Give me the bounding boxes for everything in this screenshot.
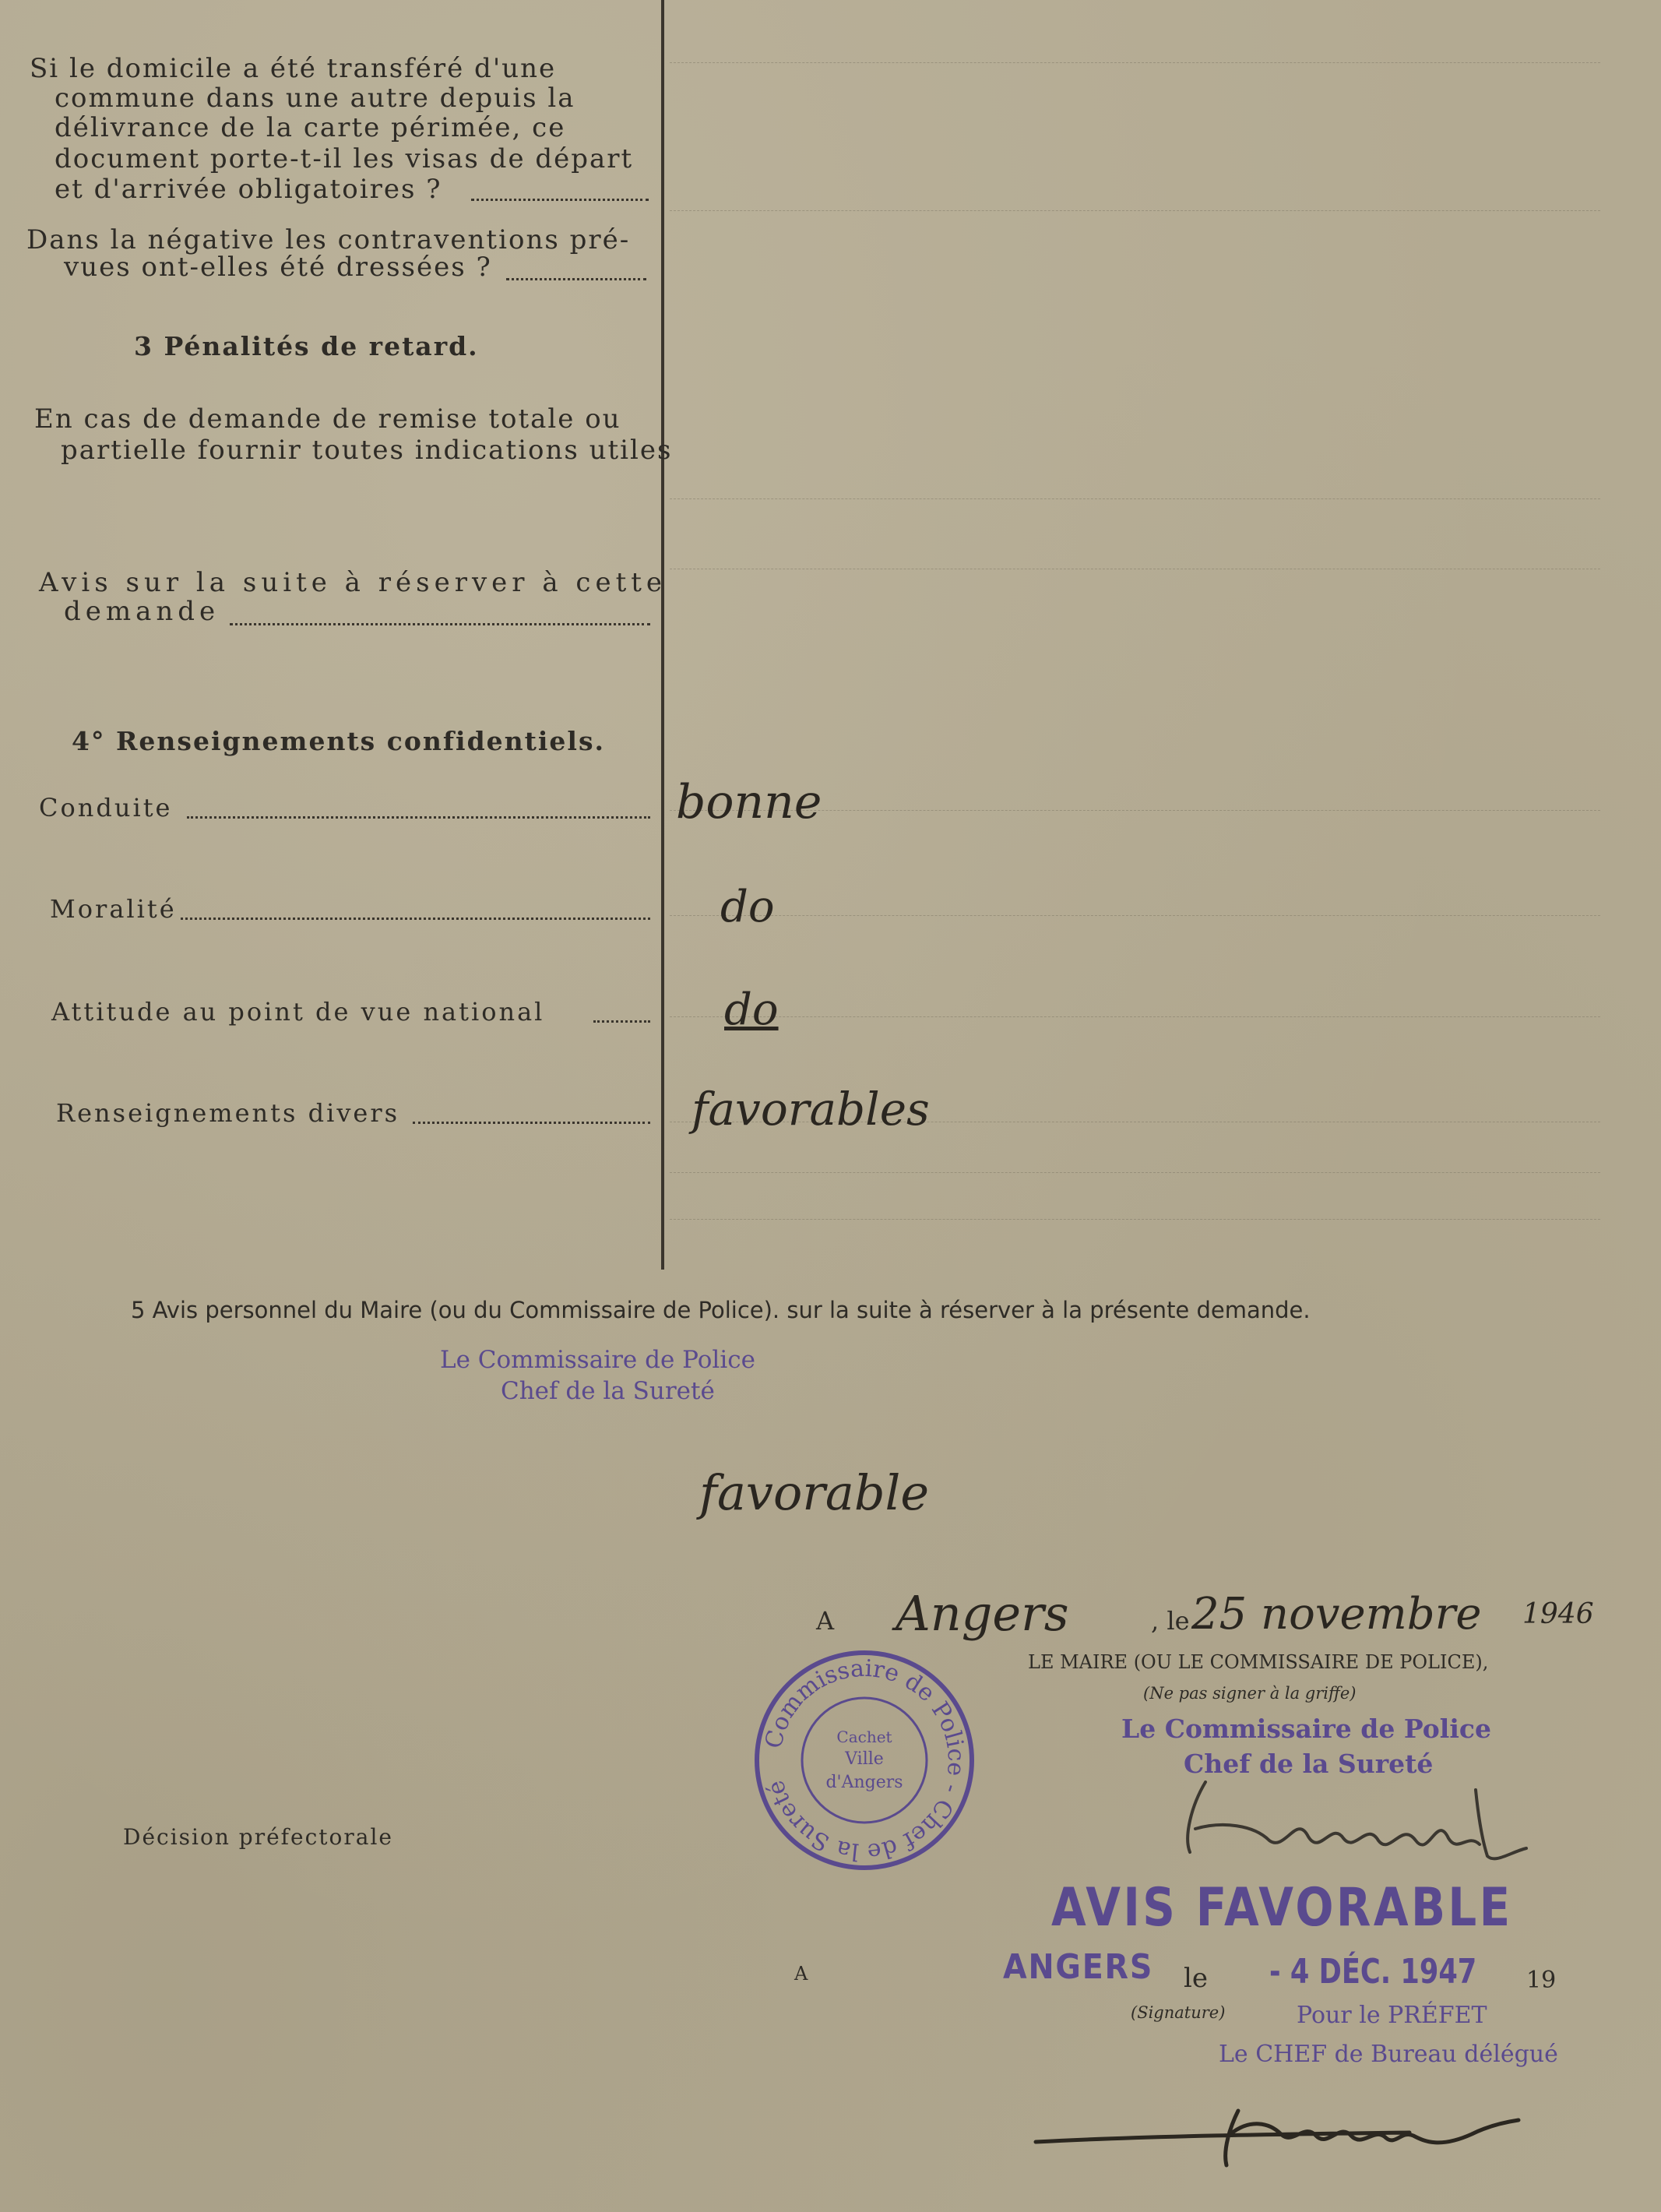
- ruled-line: [670, 1016, 1600, 1017]
- date-prefix: le: [1184, 1963, 1208, 1994]
- section-heading: 3 Pénalités de retard.: [134, 331, 479, 361]
- dotted-leader: [471, 199, 649, 201]
- signature-note: (Ne pas signer à la griffe): [1143, 1684, 1357, 1703]
- dotted-leader: [506, 278, 646, 280]
- dotted-leader: [413, 1122, 650, 1124]
- purple-stamp-text: Chef de la Sureté: [1184, 1749, 1434, 1779]
- section-heading: 4° Renseignements confidentiels.: [72, 726, 606, 756]
- round-stamp-inner-text: d'Angers: [825, 1773, 903, 1792]
- city-stamp: ANGERS: [1003, 1947, 1154, 1987]
- decision-label: Décision préfectorale: [123, 1824, 393, 1850]
- purple-stamp-text: Chef de la Sureté: [501, 1377, 715, 1405]
- handwritten-date: 25 novembre: [1191, 1589, 1482, 1640]
- ruled-line: [670, 62, 1600, 63]
- round-stamp-ring-text: Commissaire de Police - Chef de la Sureté: [759, 1654, 970, 1866]
- dotted-leader: [593, 1020, 650, 1023]
- purple-stamp-text: Pour le PRÉFET: [1297, 2002, 1487, 2029]
- question-line: En cas de demande de remise totale ou: [34, 403, 621, 435]
- question-line: et d'arrivée obligatoires ?: [55, 174, 442, 205]
- dotted-leader: [187, 816, 650, 819]
- round-stamp-inner-text: Ville: [845, 1749, 884, 1769]
- commissaire-signature: [1168, 1766, 1557, 1876]
- question-line: document porte-t-il les visas de départ: [55, 143, 634, 174]
- ruled-line: [670, 1219, 1600, 1220]
- question-line: délivrance de la carte périmée, ce: [55, 112, 566, 143]
- handwritten-answer: do: [720, 882, 775, 932]
- round-official-stamp: [751, 1647, 977, 1873]
- ruled-line: [670, 210, 1600, 211]
- handwritten-answer: bonne: [676, 775, 822, 830]
- question-line: Si le domicile a été transféré d'une: [30, 53, 557, 84]
- year-suffix: 19: [1526, 1967, 1557, 1994]
- prefect-signature: [1036, 2080, 1534, 2181]
- field-label: Attitude au point de vue national: [51, 997, 545, 1027]
- dotted-leader: [230, 623, 650, 625]
- round-stamp-inner-text: Cachet: [836, 1728, 892, 1746]
- ruled-line: [670, 498, 1600, 499]
- ruled-line: [670, 1172, 1600, 1173]
- ruled-line: [670, 915, 1600, 916]
- signature-caption: LE MAIRE (OU LE COMMISSAIRE DE POLICE),: [1028, 1651, 1489, 1673]
- purple-stamp-text: Le Commissaire de Police: [1121, 1714, 1491, 1744]
- handwritten-answer: do: [724, 984, 779, 1035]
- date-stamp: - 4 DÉC. 1947: [1269, 1952, 1477, 1992]
- handwritten-year: 1946: [1522, 1598, 1594, 1630]
- question-line: Dans la négative les contraventions pré-: [26, 224, 631, 255]
- handwritten-place: Angers: [896, 1585, 1069, 1642]
- purple-stamp-text: Le CHEF de Bureau délégué: [1219, 2041, 1558, 2068]
- question-line: partielle fournir toutes indications utiles: [61, 435, 673, 466]
- handwritten-opinion: favorable: [699, 1464, 930, 1521]
- dotted-leader: [181, 918, 650, 920]
- mark: A: [794, 1963, 808, 1985]
- date-prefix: , le: [1151, 1606, 1190, 1636]
- place-prefix: A: [816, 1606, 835, 1636]
- section-heading: 5 Avis personnel du Maire (ou du Commissaire de Police). sur la suite à réserver à la présente demande.: [131, 1297, 1311, 1323]
- column-divider: [661, 0, 664, 1270]
- question-line: vues ont-elles été dressées ?: [64, 252, 492, 283]
- question-line: Avis sur la suite à réserver à cette: [39, 567, 667, 598]
- question-line: commune dans une autre depuis la: [55, 83, 575, 114]
- field-label: Moralité: [50, 894, 177, 924]
- signature-note: (Signature): [1131, 2003, 1226, 2022]
- field-label: Conduite: [39, 793, 173, 822]
- field-label: Renseignements divers: [56, 1098, 400, 1128]
- avis-favorable-stamp: AVIS FAVORABLE: [1051, 1877, 1513, 1939]
- purple-stamp-text: Le Commissaire de Police: [440, 1346, 755, 1374]
- question-line: demande: [64, 596, 220, 627]
- handwritten-answer: favorables: [691, 1083, 930, 1136]
